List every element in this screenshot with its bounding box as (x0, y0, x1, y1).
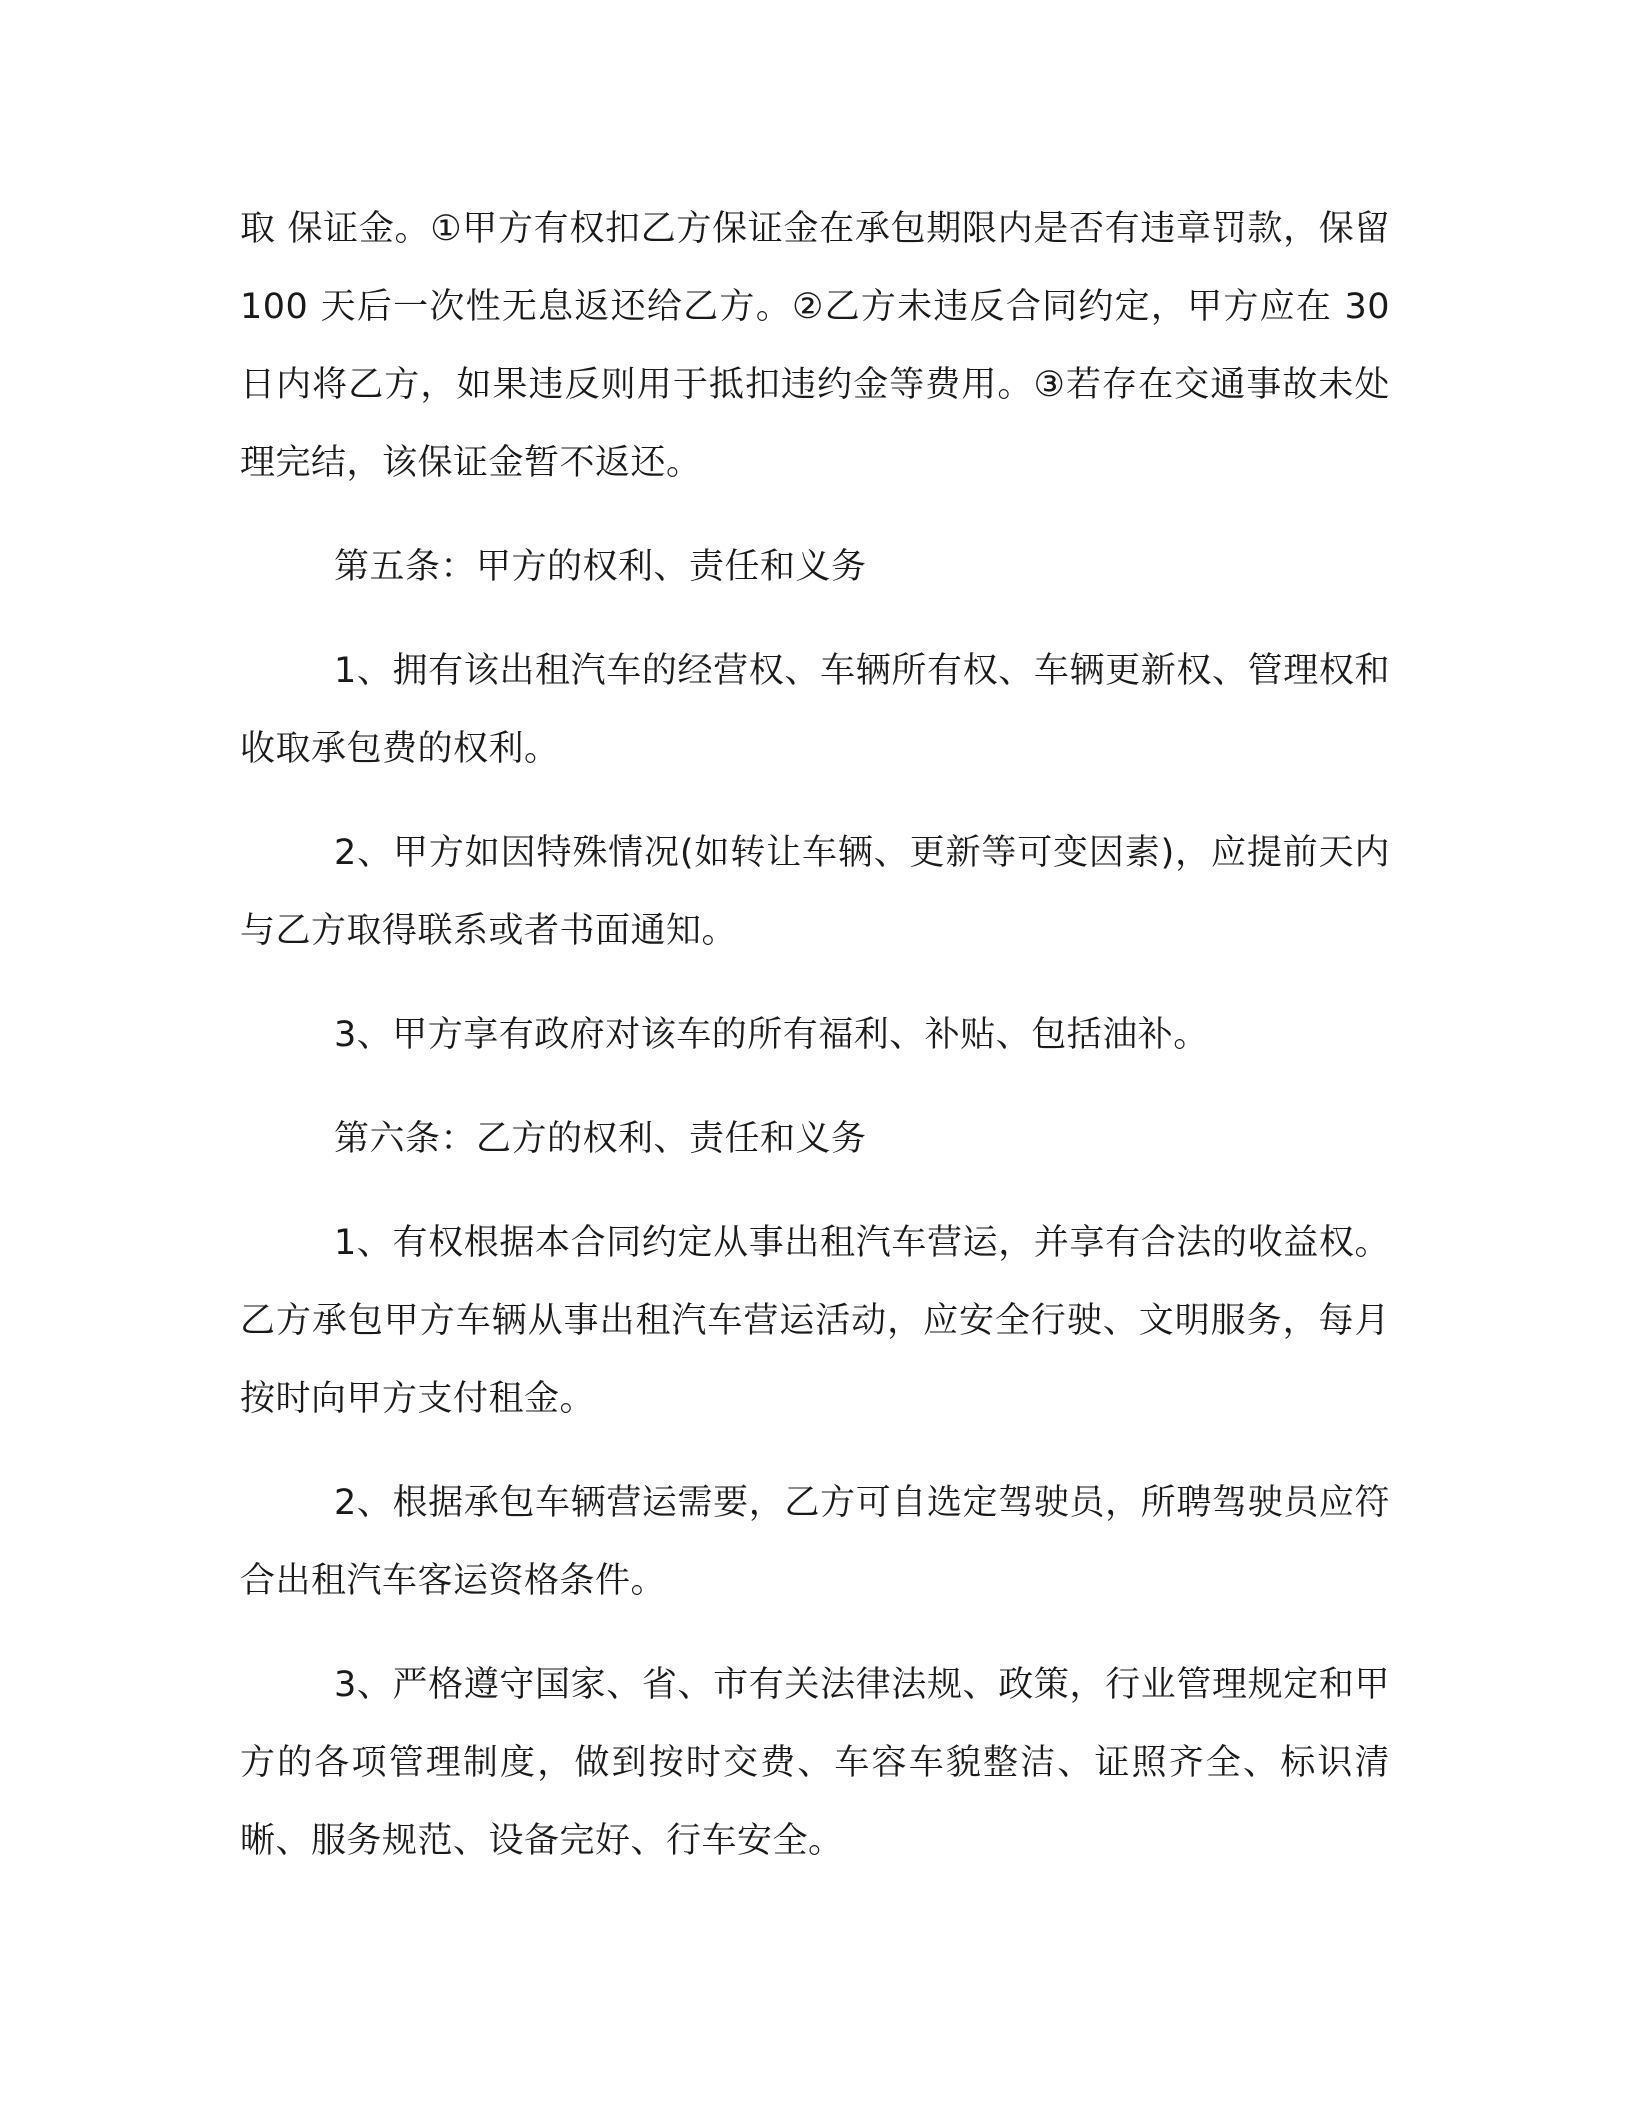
document-page (240, 190, 1390, 1906)
paragraph-party-b-item-2: 2、根据承包车辆营运需要，乙方可自选定驾驶员，所聘驾驶员应符合出租汽车客运资格条件。 (240, 1483, 1390, 1601)
paragraph-deposit-terms: 取 保证金。①甲方有权扣乙方保证金在承包期限内是否有违章罚款，保留 100 天后一次性无息返还给乙方。②乙方未违反合同约定，甲方应在 30 日内将乙方，如果违反则用于抵扣违约金等费用。③若存在交通事故未处理完结，该保证金暂不返还。 (240, 209, 1390, 483)
paragraph-party-b-item-1: 1、有权根据本合同约定从事出租汽车营运，并享有合法的收益权。乙方承包甲方车辆从事出租汽车营运活动，应安全行驶、文明服务，每月按时向甲方支付租金。 (240, 1223, 1390, 1419)
paragraph-party-a-item-2: 2、甲方如因特殊情况(如转让车辆、更新等可变因素)，应提前天内与乙方取得联系或者书面通知。 (240, 833, 1390, 951)
article-six-heading: 第六条：乙方的权利、责任和义务 (334, 1119, 867, 1159)
paragraph-party-a-item-3: 3、甲方享有政府对该车的所有福利、补贴、包括油补。 (334, 1015, 1209, 1055)
article-five-heading: 第五条：甲方的权利、责任和义务 (334, 547, 867, 587)
paragraph-party-a-item-1: 1、拥有该出租汽车的经营权、车辆所有权、车辆更新权、管理权和收取承包费的权利。 (240, 651, 1390, 769)
paragraph-party-b-item-3: 3、严格遵守国家、省、市有关法律法规、政策，行业管理规定和甲方的各项管理制度，做到按时交费、车容车貌整洁、证照齐全、标识清晰、服务规范、设备完好、行车安全。 (240, 1665, 1390, 1861)
